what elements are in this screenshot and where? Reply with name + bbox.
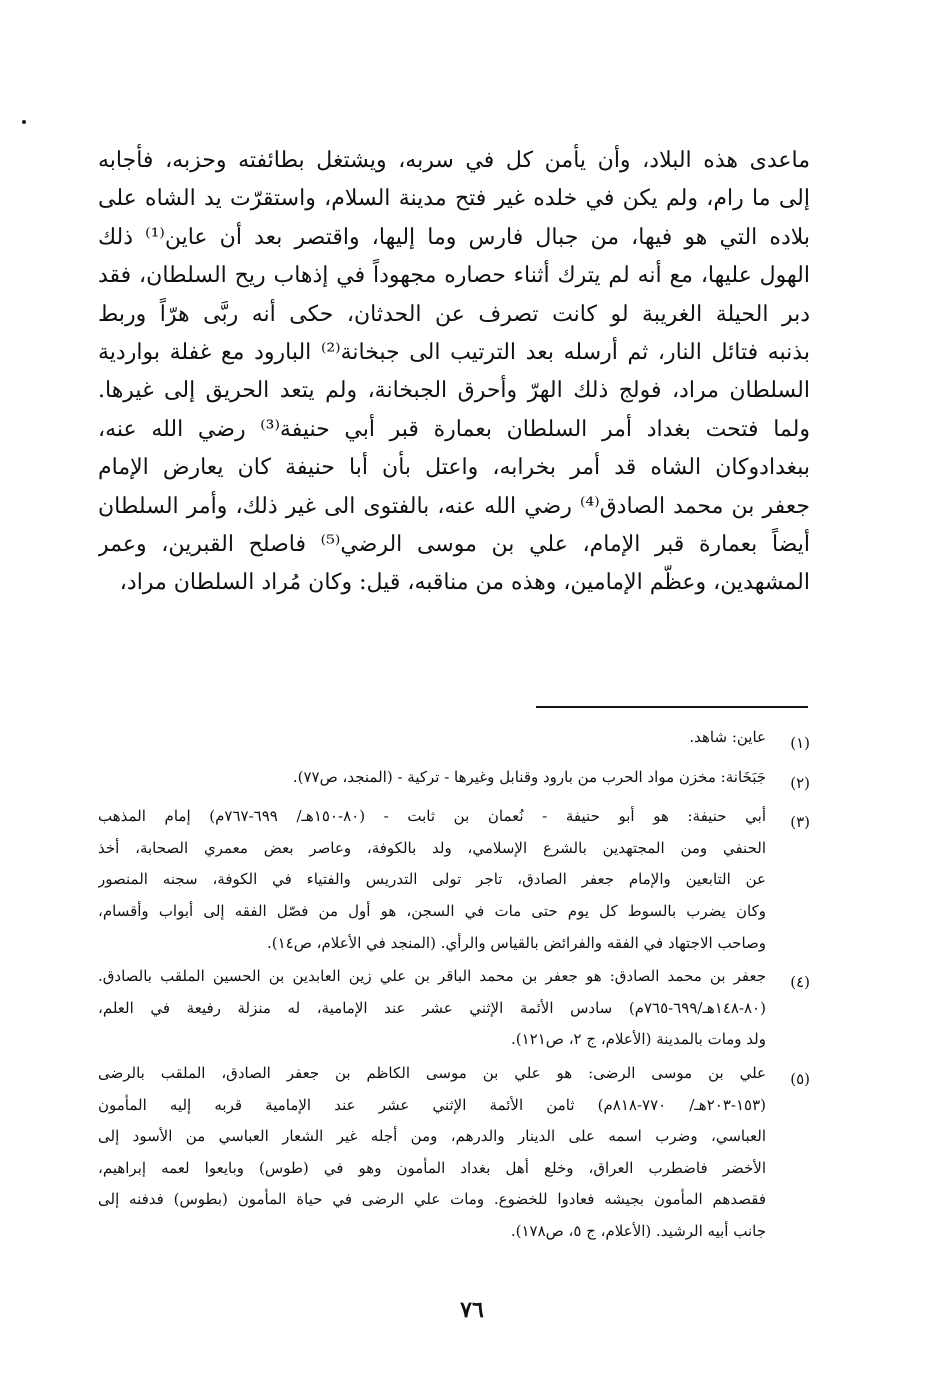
footnote-line: فقصدهم المأمون بجيشه فعادوا للخضوع. ومات علي الرضى في حياة المأمون (بطوس) فدفنه إلى: [98, 1190, 766, 1209]
footnote-line: العباسي، وضرب اسمه على الدينار والدرهم، ومن أجله غير الشعار العباسي من الأسود إلى: [98, 1127, 766, 1146]
main-text-line: بلاده التي هو فيها، من جبال فارس وما إليها، واقتصر بعد أن عاين⁽¹⁾ ذلك: [98, 224, 810, 250]
main-text-line: دبر الحيلة الغريبة لو كانت تصرف عن الحدثان، حكى أنه ربَّى هرّاً وربط: [98, 301, 810, 327]
main-text-block: [98, 142, 810, 603]
main-text-line: بذنبه فتائل النار، ثم أرسله بعد الترتيب الى جبخانة⁽²⁾ البارود مع غفلة بواردية: [98, 339, 810, 365]
footnote-number: (٣): [790, 813, 810, 832]
main-text-line: أيضاً بعمارة قبر الإمام، علي بن موسى الرضي⁽⁵⁾ فاصلح القبرين، وعمر: [98, 531, 810, 557]
main-text-line: إلى ما رام، ولم يكن في خلده غير فتح مدينة السلام، واستقرّت يد الشاه على: [98, 186, 810, 212]
footnote-line: عن التابعين والإمام جعفر الصادق، تاجر تولى التدريس والفتياء في الكوفة، سجنه المنصور: [98, 870, 766, 889]
page-number: ٧٦: [460, 1297, 484, 1323]
footnote-body: [98, 722, 766, 760]
main-text-line: جعفر بن محمد الصادق⁽⁴⁾ رضي الله عنه، بالفتوى الى غير ذلك، وأمر السلطان: [98, 493, 810, 519]
footnote-3: [98, 801, 810, 959]
footnote-body: [98, 762, 766, 800]
footnote-2: [98, 762, 810, 800]
footnote-number: (٤): [790, 973, 810, 992]
footnote-line: جعفر بن محمد الصادق: هو جعفر بن محمد الباقر بن علي زين العابدين بن الحسين الملقب بالصادق.: [98, 967, 766, 986]
footnote-line: وكان يضرب بالسوط كل يوم حتى مات في السجن، هو أول من فصّل الفقه إلى أبواب وأقسام،: [98, 901, 766, 920]
footnote-body: [98, 801, 766, 959]
footnote-4: [98, 961, 810, 1056]
footnote-line: جانب أبيه الرشيد. (الأعلام، ج ٥، ص١٧٨).: [510, 1221, 766, 1240]
footnote-number: (١): [790, 734, 810, 752]
main-text-line: السلطان مراد، فولج ذلك الهرّ وأحرق الجبخانة، ولم يتعد الحريق إلى غيرها.: [98, 378, 810, 404]
footnote-divider: [536, 706, 808, 708]
footnote-5: [98, 1058, 810, 1248]
footnote-line: الأخضر فاضطرب العراق، وخلع أهل بغداد المأمون وهو في (طوس) وبايعوا لعمه إبراهيم،: [98, 1158, 766, 1177]
footnote-number: (٥): [790, 1069, 810, 1088]
footnote-body: [98, 1058, 766, 1248]
footnote-line: (١٥٣-٢٠٣هـ/ ٧٧٠-٨١٨م) ثامن الأئمة الإثني عشر عند الإمامية قربه إليه المأمون: [98, 1095, 766, 1114]
main-text-line: ببغدادوكان الشاه قد أمر بخرابه، واعتل بأن أبا حنيفة كان يعارض الإمام: [98, 455, 810, 481]
scan-speck: [22, 120, 26, 124]
footnote-line: (٨٠-١٤٨هـ/٦٩٩-٧٦٥م) سادس الأئمة الإثني عشر عند الإمامية، له منزلة رفيعة في العلم،: [98, 998, 766, 1017]
footnote-line: وصاحب الاجتهاد في الفقه والفرائض بالقياس والرأي. (المنجد في الأعلام، ص١٤).: [266, 933, 766, 952]
main-text-line: ولما فتحت بغداد أمر السلطان بعمارة قبر أبي حنيفة⁽³⁾ رضي الله عنه،: [98, 416, 810, 442]
footnote-number: (٢): [790, 773, 810, 792]
footnote-line: عاين: شاهد.: [689, 728, 766, 746]
footnote-line: أبي حنيفة: هو أبو حنيفة - نُعمان بن ثابت - (٨٠-١٥٠هـ/ ٦٩٩-٧٦٧م) إمام المذهب: [98, 807, 766, 826]
main-text-line: ماعدى هذه البلاد، وأن يأمن كل في سربه، ويشتغل بطائفته وحزبه، فأجابه: [98, 148, 810, 173]
footnote-line: جَبَخَانة: مخزن مواد الحرب من بارود وقنابل وغيرها - تركية - (المنجد، ص٧٧).: [292, 767, 766, 786]
footnote-1: [98, 722, 810, 760]
main-text-line: المشهدين، وعظّم الإمامين، وهذه من مناقبه، قيل: وكان مُراد السلطان مراد،: [119, 570, 810, 596]
footnote-line: علي بن موسى الرضى: هو علي بن موسى الكاظم بن جعفر الصادق، الملقب بالرضى: [98, 1063, 766, 1082]
footnote-line: ولد ومات بالمدينة (الأعلام، ج ٢، ص١٢١).: [511, 1030, 766, 1049]
footnotes-block: [98, 722, 810, 1250]
footnote-body: [98, 961, 766, 1056]
main-text-line: الهول عليها، مع أنه لم يترك أثناء حصاره مجهوداً في إذهاب ريح السلطان، فقد: [98, 263, 810, 289]
footnote-line: الحنفي ومن المجتهدين بالشرع الإسلامي، ولد بالكوفة، وعاصر بعض معمري الصحابة، أخذ: [98, 838, 766, 857]
